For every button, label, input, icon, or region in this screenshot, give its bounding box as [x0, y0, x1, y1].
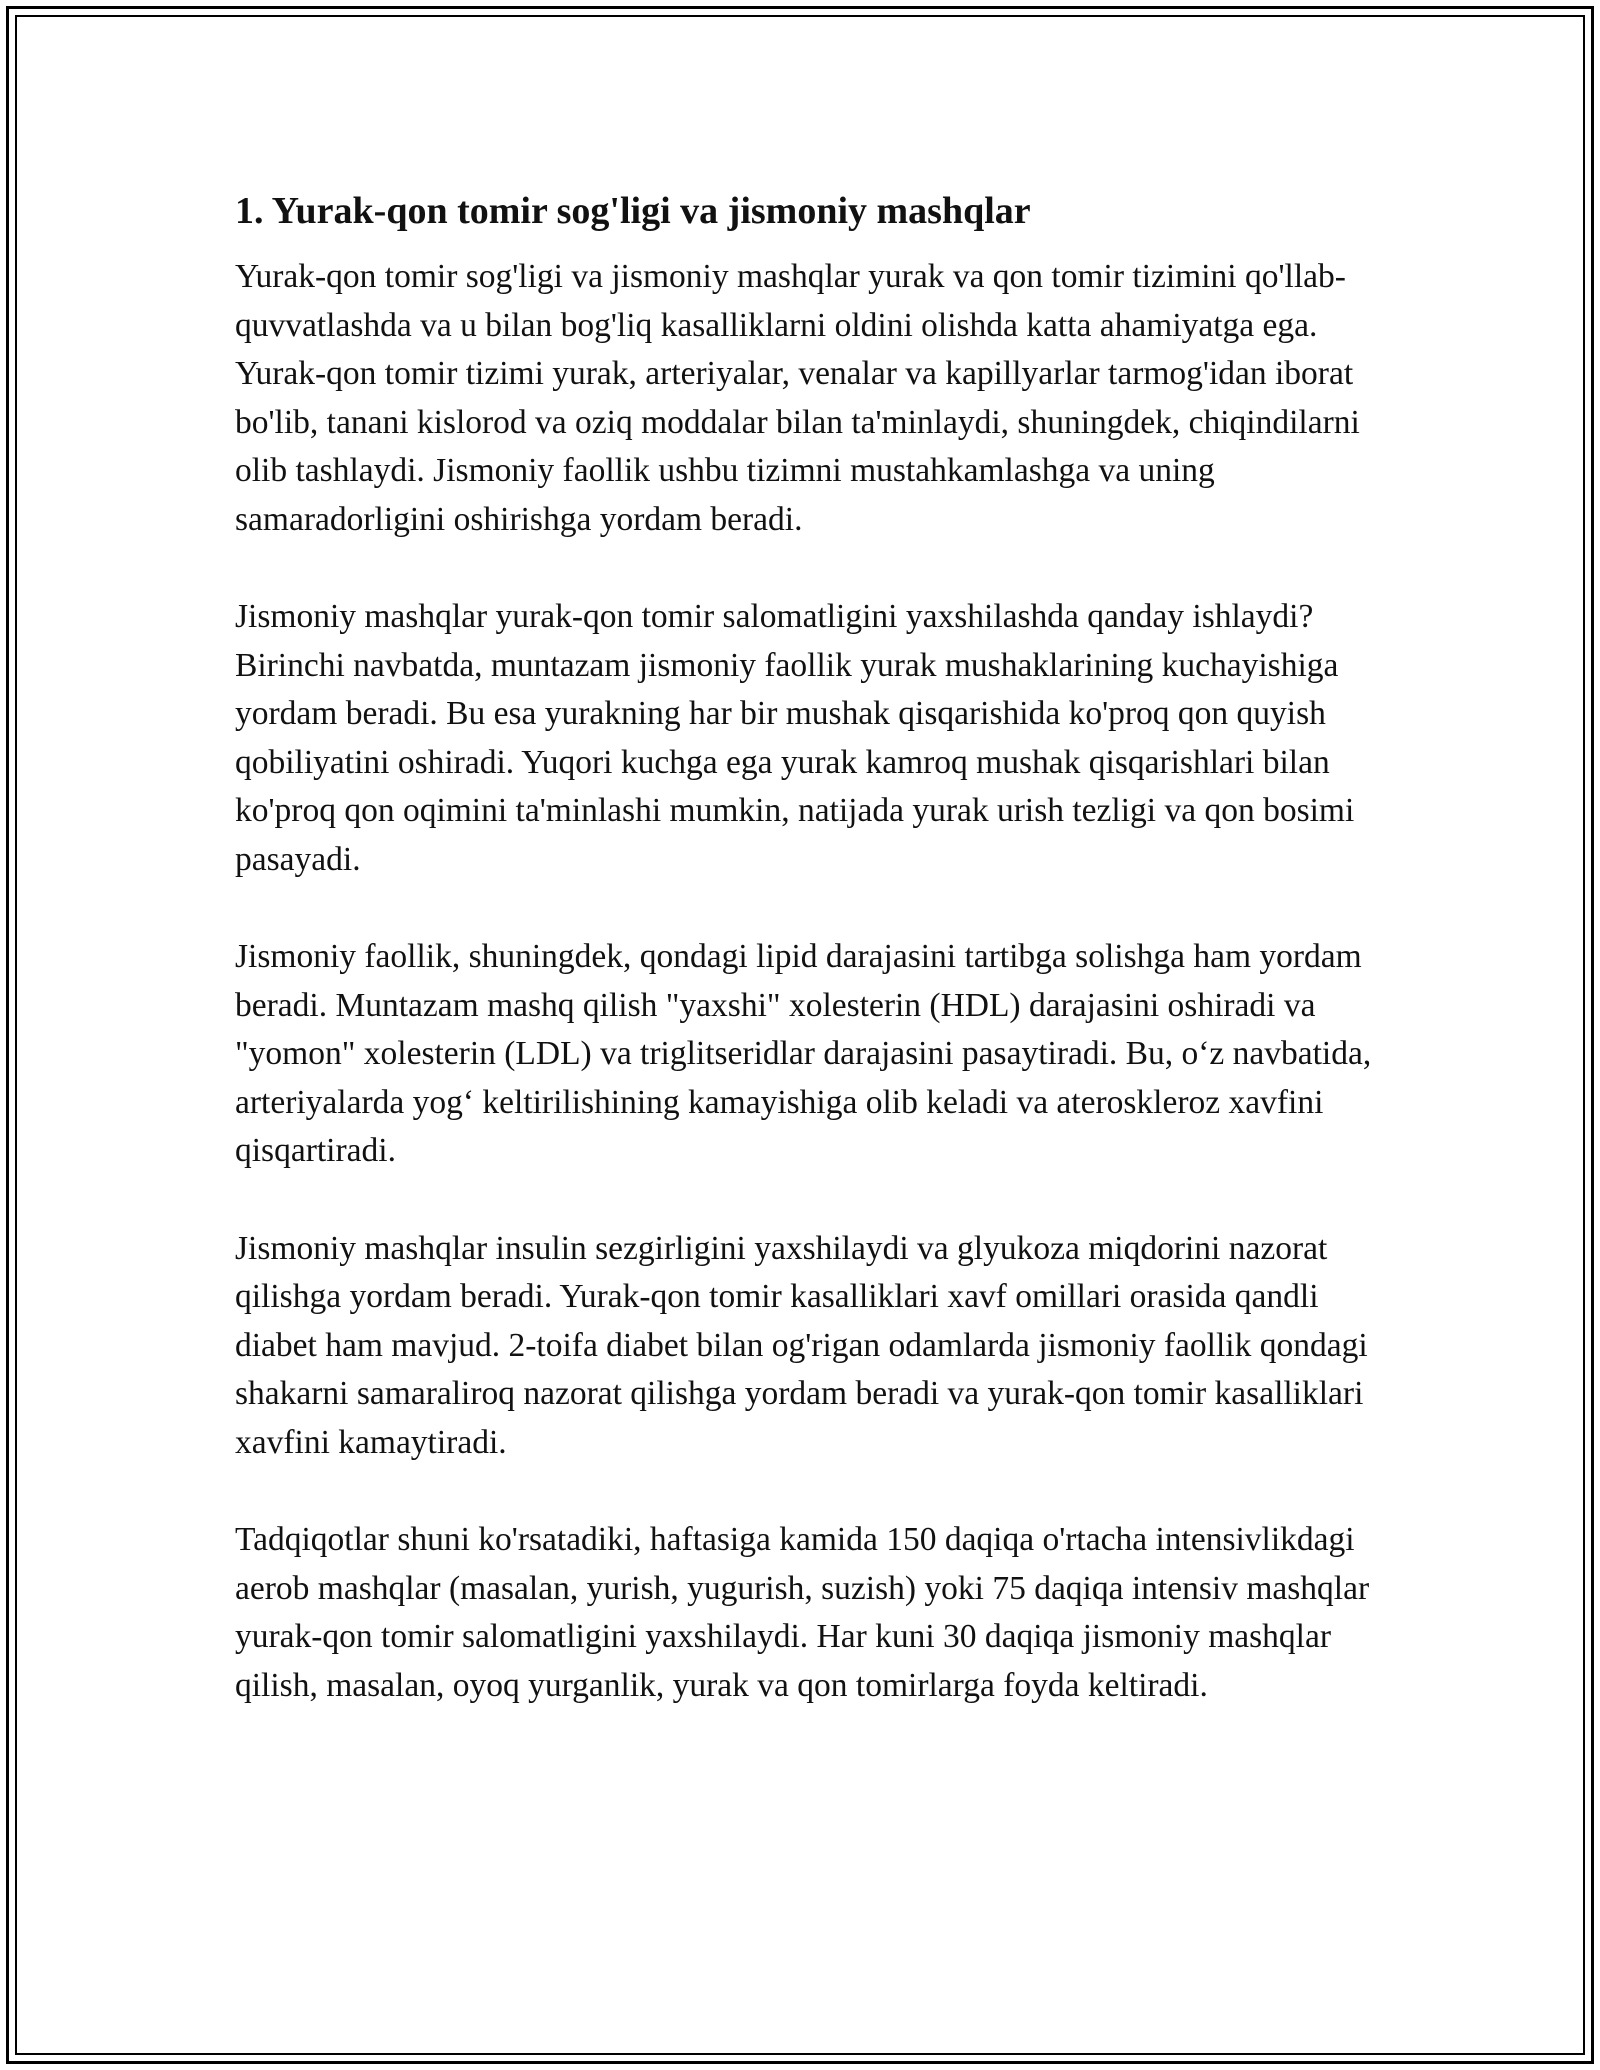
section-heading: 1. Yurak-qon tomir sog'ligi va jismoniy mashqlar	[235, 190, 1031, 232]
document-body	[235, 185, 1380, 1759]
paragraph-3: Jismoniy faollik, shuningdek, qondagi lipid darajasini tartibga solishga ham yordam beradi. Muntazam mashq qilish "yaxshi" xolesterin (HDL) darajasini oshiradi va "yomon" xolesterin (LDL) va triglitseridlar darajasini pasaytiradi. Bu, o‘z navbatida, arteriyalarda yog‘ keltirilishining kamayishiga olib keladi va ateroskleroz xavfini qisqartiradi.	[235, 938, 1372, 1169]
paragraph-4: Jismoniy mashqlar insulin sezgirligini yaxshilaydi va glyukoza miqdorini nazorat qilishga yordam beradi. Yurak-qon tomir kasalliklari xavf omillari orasida qandli diabet ham mavjud. 2-toifa diabet bilan og'rigan odamlarda jismoniy faollik qondagi shakarni samaraliroq nazorat qilishga yordam beradi va yurak-qon tomir kasalliklari xavfini kamaytiradi.	[235, 1229, 1368, 1461]
paragraph-5: Tadqiqotlar shuni ko'rsatadiki, haftasiga kamida 150 daqiqa o'rtacha intensivlikdagi aerob mashqlar (masalan, yurish, yugurish, suzish) yoki 75 daqiqa intensiv mashqlar yurak-qon tomir salomatligini yaxshilaydi. Har kuni 30 daqiqa jismoniy mashqlar qilish, masalan, oyoq yurganlik, yurak va qon tomirlarga foyda keltiradi.	[235, 1521, 1370, 1704]
paragraph-1: Yurak-qon tomir sog'ligi va jismoniy mashqlar yurak va qon tomir tizimini qo'llab-quvvatlashda va u bilan bog'liq kasalliklarni oldini olishda katta ahamiyatga ega. Yurak-qon tomir tizimi yurak, arteriyalar, venalar va kapillyarlar tarmog'idan iborat bo'lib, tanani kislorod va oziq moddalar bilan ta'minlaydi, shuningdek, chiqindilarni olib tashlaydi. Jismoniy faollik ushbu tizimni mustahkamlashga va uning samaradorligini oshirishga yordam beradi.	[235, 258, 1360, 538]
paragraph-2: Jismoniy mashqlar yurak-qon tomir salomatligini yaxshilashda qanday ishlaydi? Birinchi navbatda, muntazam jismoniy faollik yurak mushaklarining kuchayishiga yordam beradi. Bu esa yurakning har bir mushak qisqarishida ko'proq qon quyish qobiliyatini oshiradi. Yuqori kuchga ega yurak kamroq mushak qisqarishlari bilan ko'proq qon oqimini ta'minlashi mumkin, natijada yurak urish tezligi va qon bosimi pasayadi.	[235, 598, 1355, 878]
